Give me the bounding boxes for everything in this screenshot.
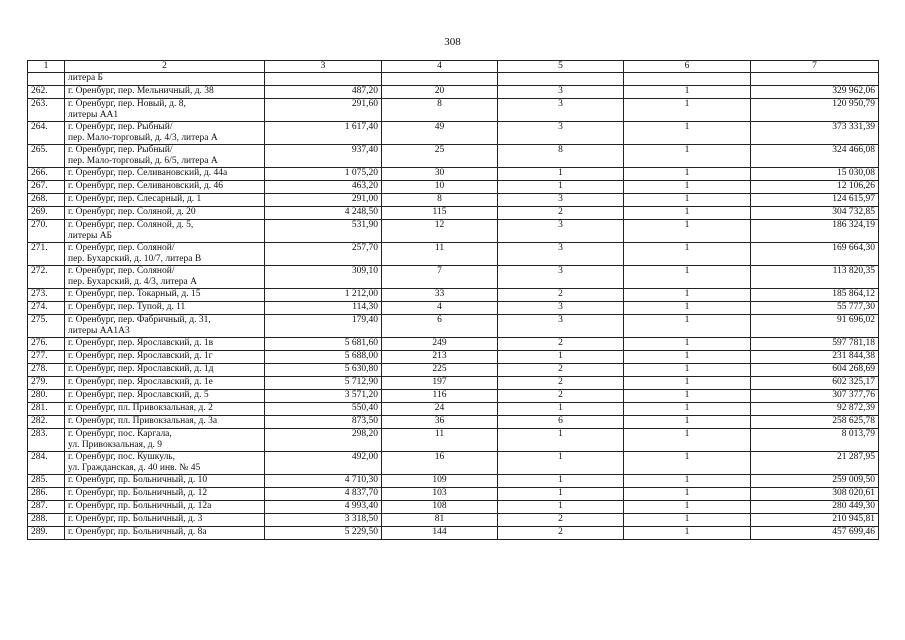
column-7-cell: 280 449,30 [751, 501, 879, 514]
table-header [28, 61, 879, 73]
address-line: г. Оренбург, пр. Больничный, д. 8а [68, 527, 207, 537]
column-6-cell: 1 [624, 452, 751, 475]
table-row [28, 289, 879, 302]
address-line: пер. Мало-торговый, д. 6/5, литера А [68, 156, 218, 166]
address-line: пер. Мало-торговый, д. 4/3, литера А [68, 133, 218, 143]
area-cell: 291,60 [265, 99, 382, 122]
column-6-cell: 1 [624, 514, 751, 527]
column-5-cell: 2 [498, 289, 624, 302]
column-7-cell: 602 325,17 [751, 377, 879, 390]
column-4-cell: 33 [382, 289, 498, 302]
row-number: 278. [28, 364, 65, 377]
address-line: пер. Бухарский, д. 4/3, литера А [68, 277, 197, 287]
area-cell: 5 688,00 [265, 351, 382, 364]
column-7-cell: 186 324,19 [751, 220, 879, 243]
column-6-cell: 1 [624, 527, 751, 540]
area-cell: 309,10 [265, 266, 382, 289]
address-line: г. Оренбург, пр. Больничный, д. 12а [68, 501, 212, 511]
column-7-cell: 373 331,39 [751, 122, 879, 145]
column-5-cell: 2 [498, 377, 624, 390]
column-6-cell: 1 [624, 364, 751, 377]
column-5-cell: 2 [498, 207, 624, 220]
column-4-cell: 16 [382, 452, 498, 475]
column-4-cell: 144 [382, 527, 498, 540]
area-cell: 1 617,40 [265, 122, 382, 145]
row-number: 283. [28, 429, 65, 452]
address-line: г. Оренбург, пр. Больничный, д. 10 [68, 475, 208, 485]
row-number: 281. [28, 403, 65, 416]
column-5-cell: 1 [498, 501, 624, 514]
column-7-cell: 597 781,18 [751, 338, 879, 351]
column-6-cell: 1 [624, 501, 751, 514]
address-cell [65, 488, 265, 501]
area-cell: 492,00 [265, 452, 382, 475]
column-header: 7 [751, 61, 879, 73]
table-row [28, 416, 879, 429]
address-line: г. Оренбург, пер. Тупой, д. 11 [68, 302, 186, 312]
column-5-cell: 2 [498, 527, 624, 540]
column-6-cell: 1 [624, 194, 751, 207]
area-cell: 5 630,80 [265, 364, 382, 377]
row-number: 289. [28, 527, 65, 540]
address-cell [65, 390, 265, 403]
column-5-cell: 3 [498, 99, 624, 122]
column-6-cell: 1 [624, 289, 751, 302]
column-5-cell: 2 [498, 514, 624, 527]
column-header: 6 [624, 61, 751, 73]
area-cell: 179,40 [265, 315, 382, 338]
area-cell: 487,20 [265, 86, 382, 99]
row-number: 262. [28, 86, 65, 99]
area-cell: 937,40 [265, 145, 382, 168]
column-7-cell: 8 013,79 [751, 429, 879, 452]
area-cell: 5 229,50 [265, 527, 382, 540]
column-7-cell: 329 962,06 [751, 86, 879, 99]
area-cell: 4 248,50 [265, 207, 382, 220]
table-row [28, 475, 879, 488]
address-line: г. Оренбург, пер. Селивановский, д. 44а [68, 168, 228, 178]
column-5-cell: 3 [498, 266, 624, 289]
address-cell [65, 527, 265, 540]
address-cell [65, 315, 265, 338]
address-cell [65, 220, 265, 243]
column-6-cell: 1 [624, 302, 751, 315]
column-6-cell: 1 [624, 243, 751, 266]
address-cell [65, 122, 265, 145]
address-line: г. Оренбург, пер. Новый, д. 8, [68, 99, 186, 109]
address-cell [65, 266, 265, 289]
table-row [28, 452, 879, 475]
address-cell [65, 338, 265, 351]
address-line: г. Оренбург, пер. Фабричный, д. 31, [68, 315, 211, 325]
column-7-cell: 457 699,46 [751, 527, 879, 540]
row-number: 265. [28, 145, 65, 168]
column-6-cell: 1 [624, 122, 751, 145]
column-4-cell: 108 [382, 501, 498, 514]
table-row [28, 377, 879, 390]
area-cell: 873,50 [265, 416, 382, 429]
column-6-cell: 1 [624, 207, 751, 220]
column-7-cell: 308 020,61 [751, 488, 879, 501]
column-6-cell: 1 [624, 488, 751, 501]
table-row [28, 364, 879, 377]
address-line: г. Оренбург, пос. Кушкуль, [68, 452, 176, 462]
address-cell [65, 364, 265, 377]
address-line: литеры АБ [68, 231, 113, 241]
column-7-cell: 307 377,76 [751, 390, 879, 403]
column-4-cell: 36 [382, 416, 498, 429]
column-4-cell: 109 [382, 475, 498, 488]
area-cell: 5 712,90 [265, 377, 382, 390]
column-4-cell: 49 [382, 122, 498, 145]
area-cell: 298,20 [265, 429, 382, 452]
address-cell [65, 289, 265, 302]
column-4-cell: 25 [382, 145, 498, 168]
address-line: г. Оренбург, пер. Ярославский, д. 1в [68, 338, 214, 348]
column-4-cell: 249 [382, 338, 498, 351]
area-cell: 5 681,60 [265, 338, 382, 351]
column-6-cell: 1 [624, 377, 751, 390]
row-number: 270. [28, 220, 65, 243]
column-4-cell: 197 [382, 377, 498, 390]
table-row [28, 302, 879, 315]
column-7-cell: 91 696,02 [751, 315, 879, 338]
address-line: г. Оренбург, пл. Привокзальная, д. 3а [68, 416, 218, 426]
column-5-cell [498, 73, 624, 86]
address-cell [65, 243, 265, 266]
column-6-cell: 1 [624, 99, 751, 122]
row-number: 274. [28, 302, 65, 315]
column-5-cell: 1 [498, 403, 624, 416]
area-cell: 114,30 [265, 302, 382, 315]
column-7-cell: 55 777,30 [751, 302, 879, 315]
column-4-cell: 30 [382, 168, 498, 181]
address-cell [65, 181, 265, 194]
table-row [28, 122, 879, 145]
area-cell: 3 318,50 [265, 514, 382, 527]
column-5-cell: 2 [498, 338, 624, 351]
column-5-cell: 3 [498, 315, 624, 338]
column-header: 4 [382, 61, 498, 73]
row-number: 277. [28, 351, 65, 364]
address-cell [65, 207, 265, 220]
row-number: 267. [28, 181, 65, 194]
address-line: г. Оренбург, пер. Слесарный, д. 1 [68, 194, 202, 204]
table-row [28, 73, 879, 86]
table-row [28, 99, 879, 122]
column-6-cell: 1 [624, 181, 751, 194]
address-line: г. Оренбург, пер. Токарный, д. 15 [68, 289, 201, 299]
address-line: г. Оренбург, пл. Привокзальная, д. 2 [68, 403, 213, 413]
address-line: ул. Гражданская, д. 40 инв. № 45 [68, 463, 201, 473]
column-7-cell: 231 844,38 [751, 351, 879, 364]
row-number: 280. [28, 390, 65, 403]
address-line: литера Б [68, 73, 103, 83]
area-cell: 1 212,00 [265, 289, 382, 302]
column-6-cell: 1 [624, 403, 751, 416]
address-line: г. Оренбург, пер. Соляной, д. 20 [68, 207, 196, 217]
row-number: 271. [28, 243, 65, 266]
row-number: 268. [28, 194, 65, 207]
address-line: г. Оренбург, пер. Ярославский, д. 5 [68, 390, 209, 400]
area-cell: 550,40 [265, 403, 382, 416]
column-7-cell: 259 009,50 [751, 475, 879, 488]
table-row [28, 501, 879, 514]
column-6-cell: 1 [624, 475, 751, 488]
column-6-cell: 1 [624, 168, 751, 181]
column-7-cell: 304 732,85 [751, 207, 879, 220]
column-5-cell: 1 [498, 452, 624, 475]
table-row [28, 86, 879, 99]
column-5-cell: 6 [498, 416, 624, 429]
row-number: 269. [28, 207, 65, 220]
column-7-cell: 124 615,97 [751, 194, 879, 207]
address-cell [65, 514, 265, 527]
column-4-cell: 11 [382, 429, 498, 452]
table-row [28, 514, 879, 527]
column-5-cell: 1 [498, 181, 624, 194]
address-line: г. Оренбург, пер. Ярославский, д. 1е [68, 377, 213, 387]
column-7-cell: 15 030,08 [751, 168, 879, 181]
column-7-cell: 185 864,12 [751, 289, 879, 302]
column-4-cell: 116 [382, 390, 498, 403]
area-cell: 1 075,20 [265, 168, 382, 181]
column-6-cell: 1 [624, 390, 751, 403]
table-row [28, 266, 879, 289]
address-line: г. Оренбург, пер. Соляной, д. 5, [68, 220, 194, 230]
table-row [28, 145, 879, 168]
address-cell [65, 73, 265, 86]
row-number: 279. [28, 377, 65, 390]
row-number: 286. [28, 488, 65, 501]
column-4-cell: 7 [382, 266, 498, 289]
row-number: 263. [28, 99, 65, 122]
column-7-cell: 120 950,79 [751, 99, 879, 122]
table-row [28, 168, 879, 181]
column-4-cell: 8 [382, 99, 498, 122]
address-line: г. Оренбург, пер. Мельничный, д. 38 [68, 86, 214, 96]
address-line: г. Оренбург, пер. Рыбный/ [68, 122, 173, 132]
table-row [28, 527, 879, 540]
column-6-cell: 1 [624, 416, 751, 429]
column-4-cell [382, 73, 498, 86]
column-4-cell: 20 [382, 86, 498, 99]
column-5-cell: 3 [498, 194, 624, 207]
column-5-cell: 1 [498, 168, 624, 181]
column-6-cell: 1 [624, 315, 751, 338]
row-number: 282. [28, 416, 65, 429]
area-cell: 291,00 [265, 194, 382, 207]
area-cell [265, 73, 382, 86]
address-cell [65, 475, 265, 488]
address-cell [65, 302, 265, 315]
address-cell [65, 501, 265, 514]
area-cell: 531,90 [265, 220, 382, 243]
column-header: 1 [28, 61, 65, 73]
column-7-cell: 210 945,81 [751, 514, 879, 527]
area-cell: 257,70 [265, 243, 382, 266]
column-number-row [28, 61, 879, 73]
column-5-cell: 3 [498, 122, 624, 145]
area-cell: 463,20 [265, 181, 382, 194]
page-number: 308 [444, 36, 461, 48]
address-cell [65, 86, 265, 99]
column-5-cell: 2 [498, 390, 624, 403]
column-4-cell: 24 [382, 403, 498, 416]
table-row [28, 351, 879, 364]
address-line: г. Оренбург, пр. Больничный, д. 3 [68, 514, 203, 524]
column-5-cell: 1 [498, 429, 624, 452]
area-cell: 4 837,70 [265, 488, 382, 501]
column-4-cell: 12 [382, 220, 498, 243]
address-line: г. Оренбург, пер. Ярославский, д. 1д [68, 364, 214, 374]
column-6-cell: 1 [624, 86, 751, 99]
column-6-cell: 1 [624, 351, 751, 364]
table-row [28, 220, 879, 243]
column-5-cell: 2 [498, 364, 624, 377]
address-line: литеры АА1А3 [68, 326, 130, 336]
column-4-cell: 8 [382, 194, 498, 207]
column-5-cell: 3 [498, 220, 624, 243]
column-7-cell [751, 73, 879, 86]
table-row [28, 315, 879, 338]
column-header: 3 [265, 61, 382, 73]
column-6-cell: 1 [624, 338, 751, 351]
column-4-cell: 213 [382, 351, 498, 364]
column-7-cell: 92 872,39 [751, 403, 879, 416]
area-cell: 3 571,20 [265, 390, 382, 403]
column-header: 5 [498, 61, 624, 73]
address-line: г. Оренбург, пос. Каргала, [68, 429, 172, 439]
address-cell [65, 452, 265, 475]
column-7-cell: 604 268,69 [751, 364, 879, 377]
row-number: 275. [28, 315, 65, 338]
address-cell [65, 194, 265, 207]
address-cell [65, 429, 265, 452]
area-cell: 4 993,40 [265, 501, 382, 514]
column-4-cell: 11 [382, 243, 498, 266]
column-4-cell: 81 [382, 514, 498, 527]
table-row [28, 243, 879, 266]
row-number: 285. [28, 475, 65, 488]
column-5-cell: 1 [498, 475, 624, 488]
address-line: пер. Бухарский, д. 10/7, литера В [68, 254, 202, 264]
address-cell [65, 99, 265, 122]
column-5-cell: 1 [498, 488, 624, 501]
row-number: 273. [28, 289, 65, 302]
area-cell: 4 710,30 [265, 475, 382, 488]
column-7-cell: 169 664,30 [751, 243, 879, 266]
column-6-cell: 1 [624, 145, 751, 168]
column-5-cell: 3 [498, 243, 624, 266]
column-6-cell: 1 [624, 266, 751, 289]
column-6-cell: 1 [624, 429, 751, 452]
address-cell [65, 145, 265, 168]
address-line: г. Оренбург, пер. Ярославский, д. 1г [68, 351, 213, 361]
column-7-cell: 258 625,78 [751, 416, 879, 429]
address-line: ул. Привокзальная, д. 9 [68, 440, 163, 450]
address-cell [65, 403, 265, 416]
table-row [28, 181, 879, 194]
column-6-cell [624, 73, 751, 86]
address-line: г. Оренбург, пер. Соляной/ [68, 243, 175, 253]
row-number: 264. [28, 122, 65, 145]
row-number: 276. [28, 338, 65, 351]
address-line: литеры АА1 [68, 110, 119, 120]
column-6-cell: 1 [624, 220, 751, 243]
row-number: 266. [28, 168, 65, 181]
column-7-cell: 113 820,35 [751, 266, 879, 289]
row-number [28, 73, 65, 86]
column-4-cell: 225 [382, 364, 498, 377]
row-number: 288. [28, 514, 65, 527]
address-line: г. Оренбург, пер. Соляной/ [68, 266, 175, 276]
table-body [28, 73, 879, 540]
address-cell [65, 351, 265, 364]
table-row [28, 207, 879, 220]
column-7-cell: 324 466,08 [751, 145, 879, 168]
column-5-cell: 1 [498, 351, 624, 364]
column-4-cell: 10 [382, 181, 498, 194]
address-line: г. Оренбург, пер. Рыбный/ [68, 145, 173, 155]
address-line: г. Оренбург, пер. Селивановский, д. 46 [68, 181, 224, 191]
table-row [28, 338, 879, 351]
column-4-cell: 6 [382, 315, 498, 338]
address-line: г. Оренбург, пр. Больничный, д. 12 [68, 488, 208, 498]
column-5-cell: 8 [498, 145, 624, 168]
column-5-cell: 3 [498, 86, 624, 99]
address-cell [65, 416, 265, 429]
table-row [28, 488, 879, 501]
column-4-cell: 115 [382, 207, 498, 220]
row-number: 284. [28, 452, 65, 475]
address-cell [65, 377, 265, 390]
table-row [28, 403, 879, 416]
table-row [28, 390, 879, 403]
column-7-cell: 12 106,26 [751, 181, 879, 194]
row-number: 272. [28, 266, 65, 289]
column-5-cell: 3 [498, 302, 624, 315]
register-table [27, 60, 879, 540]
column-header: 2 [65, 61, 265, 73]
address-cell [65, 168, 265, 181]
table-row [28, 194, 879, 207]
column-7-cell: 21 287,95 [751, 452, 879, 475]
column-4-cell: 103 [382, 488, 498, 501]
row-number: 287. [28, 501, 65, 514]
table-row [28, 429, 879, 452]
column-4-cell: 4 [382, 302, 498, 315]
